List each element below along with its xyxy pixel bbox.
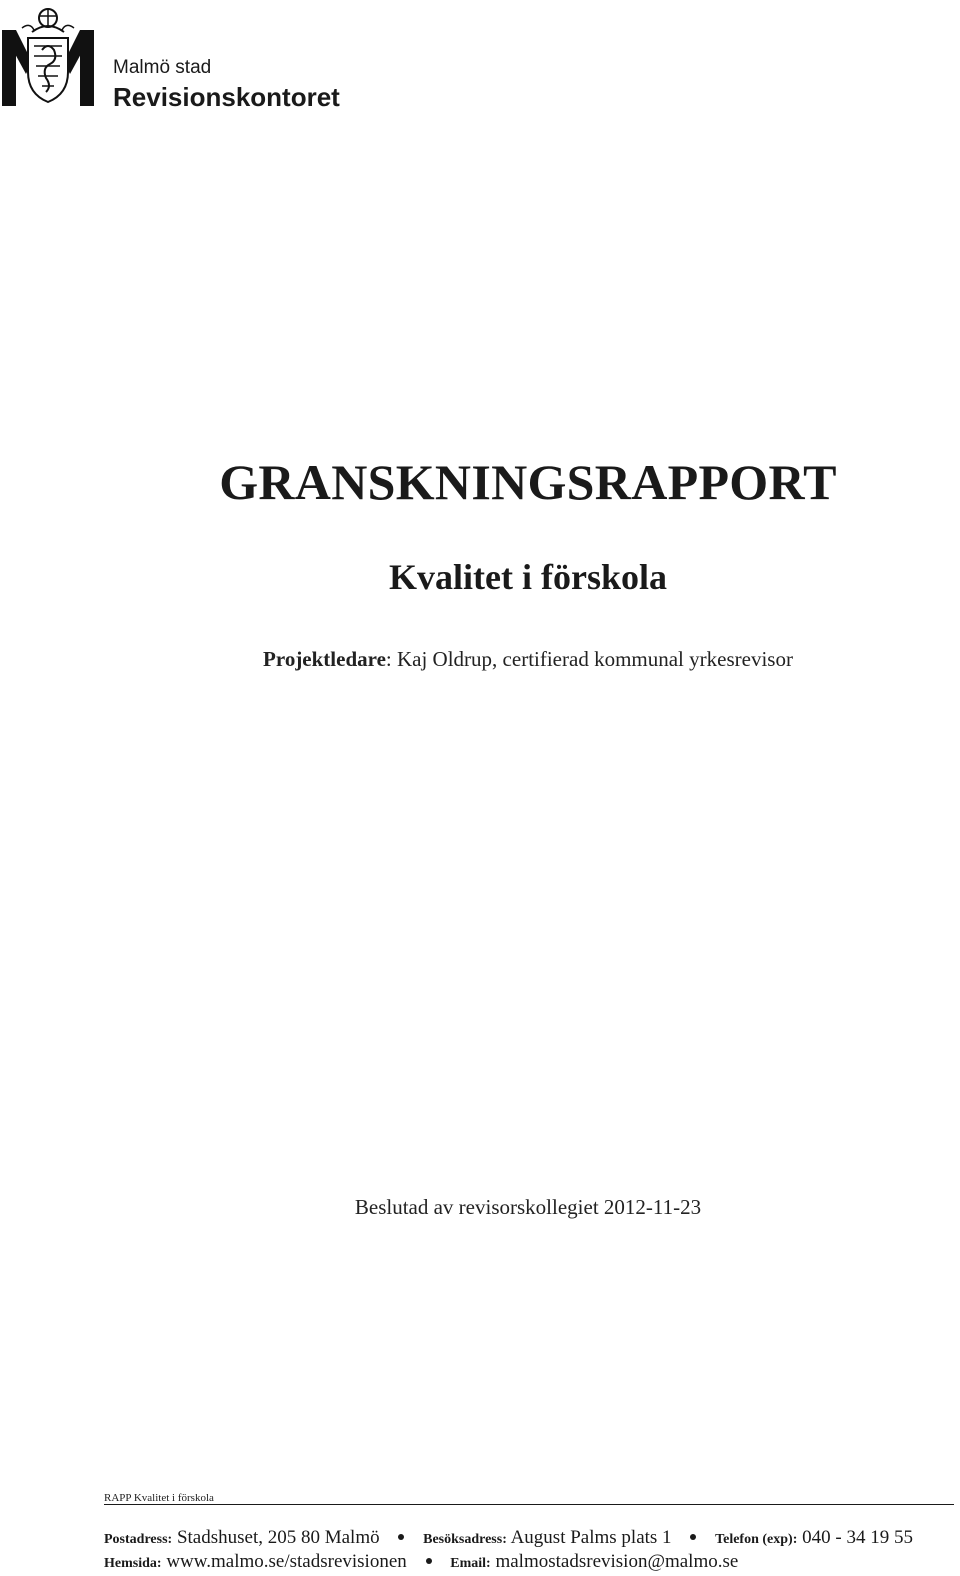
footer-line-2 <box>104 1550 738 1576</box>
email-label: Email: <box>450 1556 491 1571</box>
document-reference: RAPP Kvalitet i förskola <box>104 1492 214 1504</box>
visit-value: August Palms plats 1 <box>510 1527 672 1548</box>
web-link[interactable]: www.malmo.se/stadsrevisionen <box>166 1551 407 1572</box>
bullet-icon <box>690 1534 696 1540</box>
department-name: Revisionskontoret <box>113 82 340 112</box>
postal-value: Stadshuset, 205 80 Malmö <box>176 1527 380 1548</box>
footer-divider <box>104 1504 954 1505</box>
footer-line-1 <box>104 1526 913 1552</box>
phone-label: Telefon (exp): <box>715 1532 798 1547</box>
decision-note: Beslutad av revisorskollegiet 2012-11-23 <box>354 1195 702 1219</box>
organization-block <box>113 57 340 113</box>
visit-label: Besöksadress: <box>423 1532 507 1547</box>
project-leader-value: : Kaj Oldrup, certifierad kommunal yrkesrevisor <box>385 647 793 671</box>
web-label: Hemsida: <box>104 1556 162 1571</box>
report-title: GRANSKNINGSRAPPORT <box>219 454 837 510</box>
phone-value: 040 - 34 19 55 <box>802 1527 913 1548</box>
malmo-coat-of-arms-icon <box>2 2 94 106</box>
report-subtitle: Kvalitet i förskola <box>389 557 667 597</box>
project-leader-label: Projektledare <box>263 647 386 671</box>
email-link[interactable]: malmostadsrevision@malmo.se <box>495 1551 739 1572</box>
organization-name: Malmö stad <box>113 57 212 78</box>
project-leader <box>0 645 960 673</box>
bullet-icon <box>398 1534 404 1540</box>
postal-label: Postadress: <box>104 1532 173 1547</box>
bullet-icon <box>426 1558 432 1564</box>
